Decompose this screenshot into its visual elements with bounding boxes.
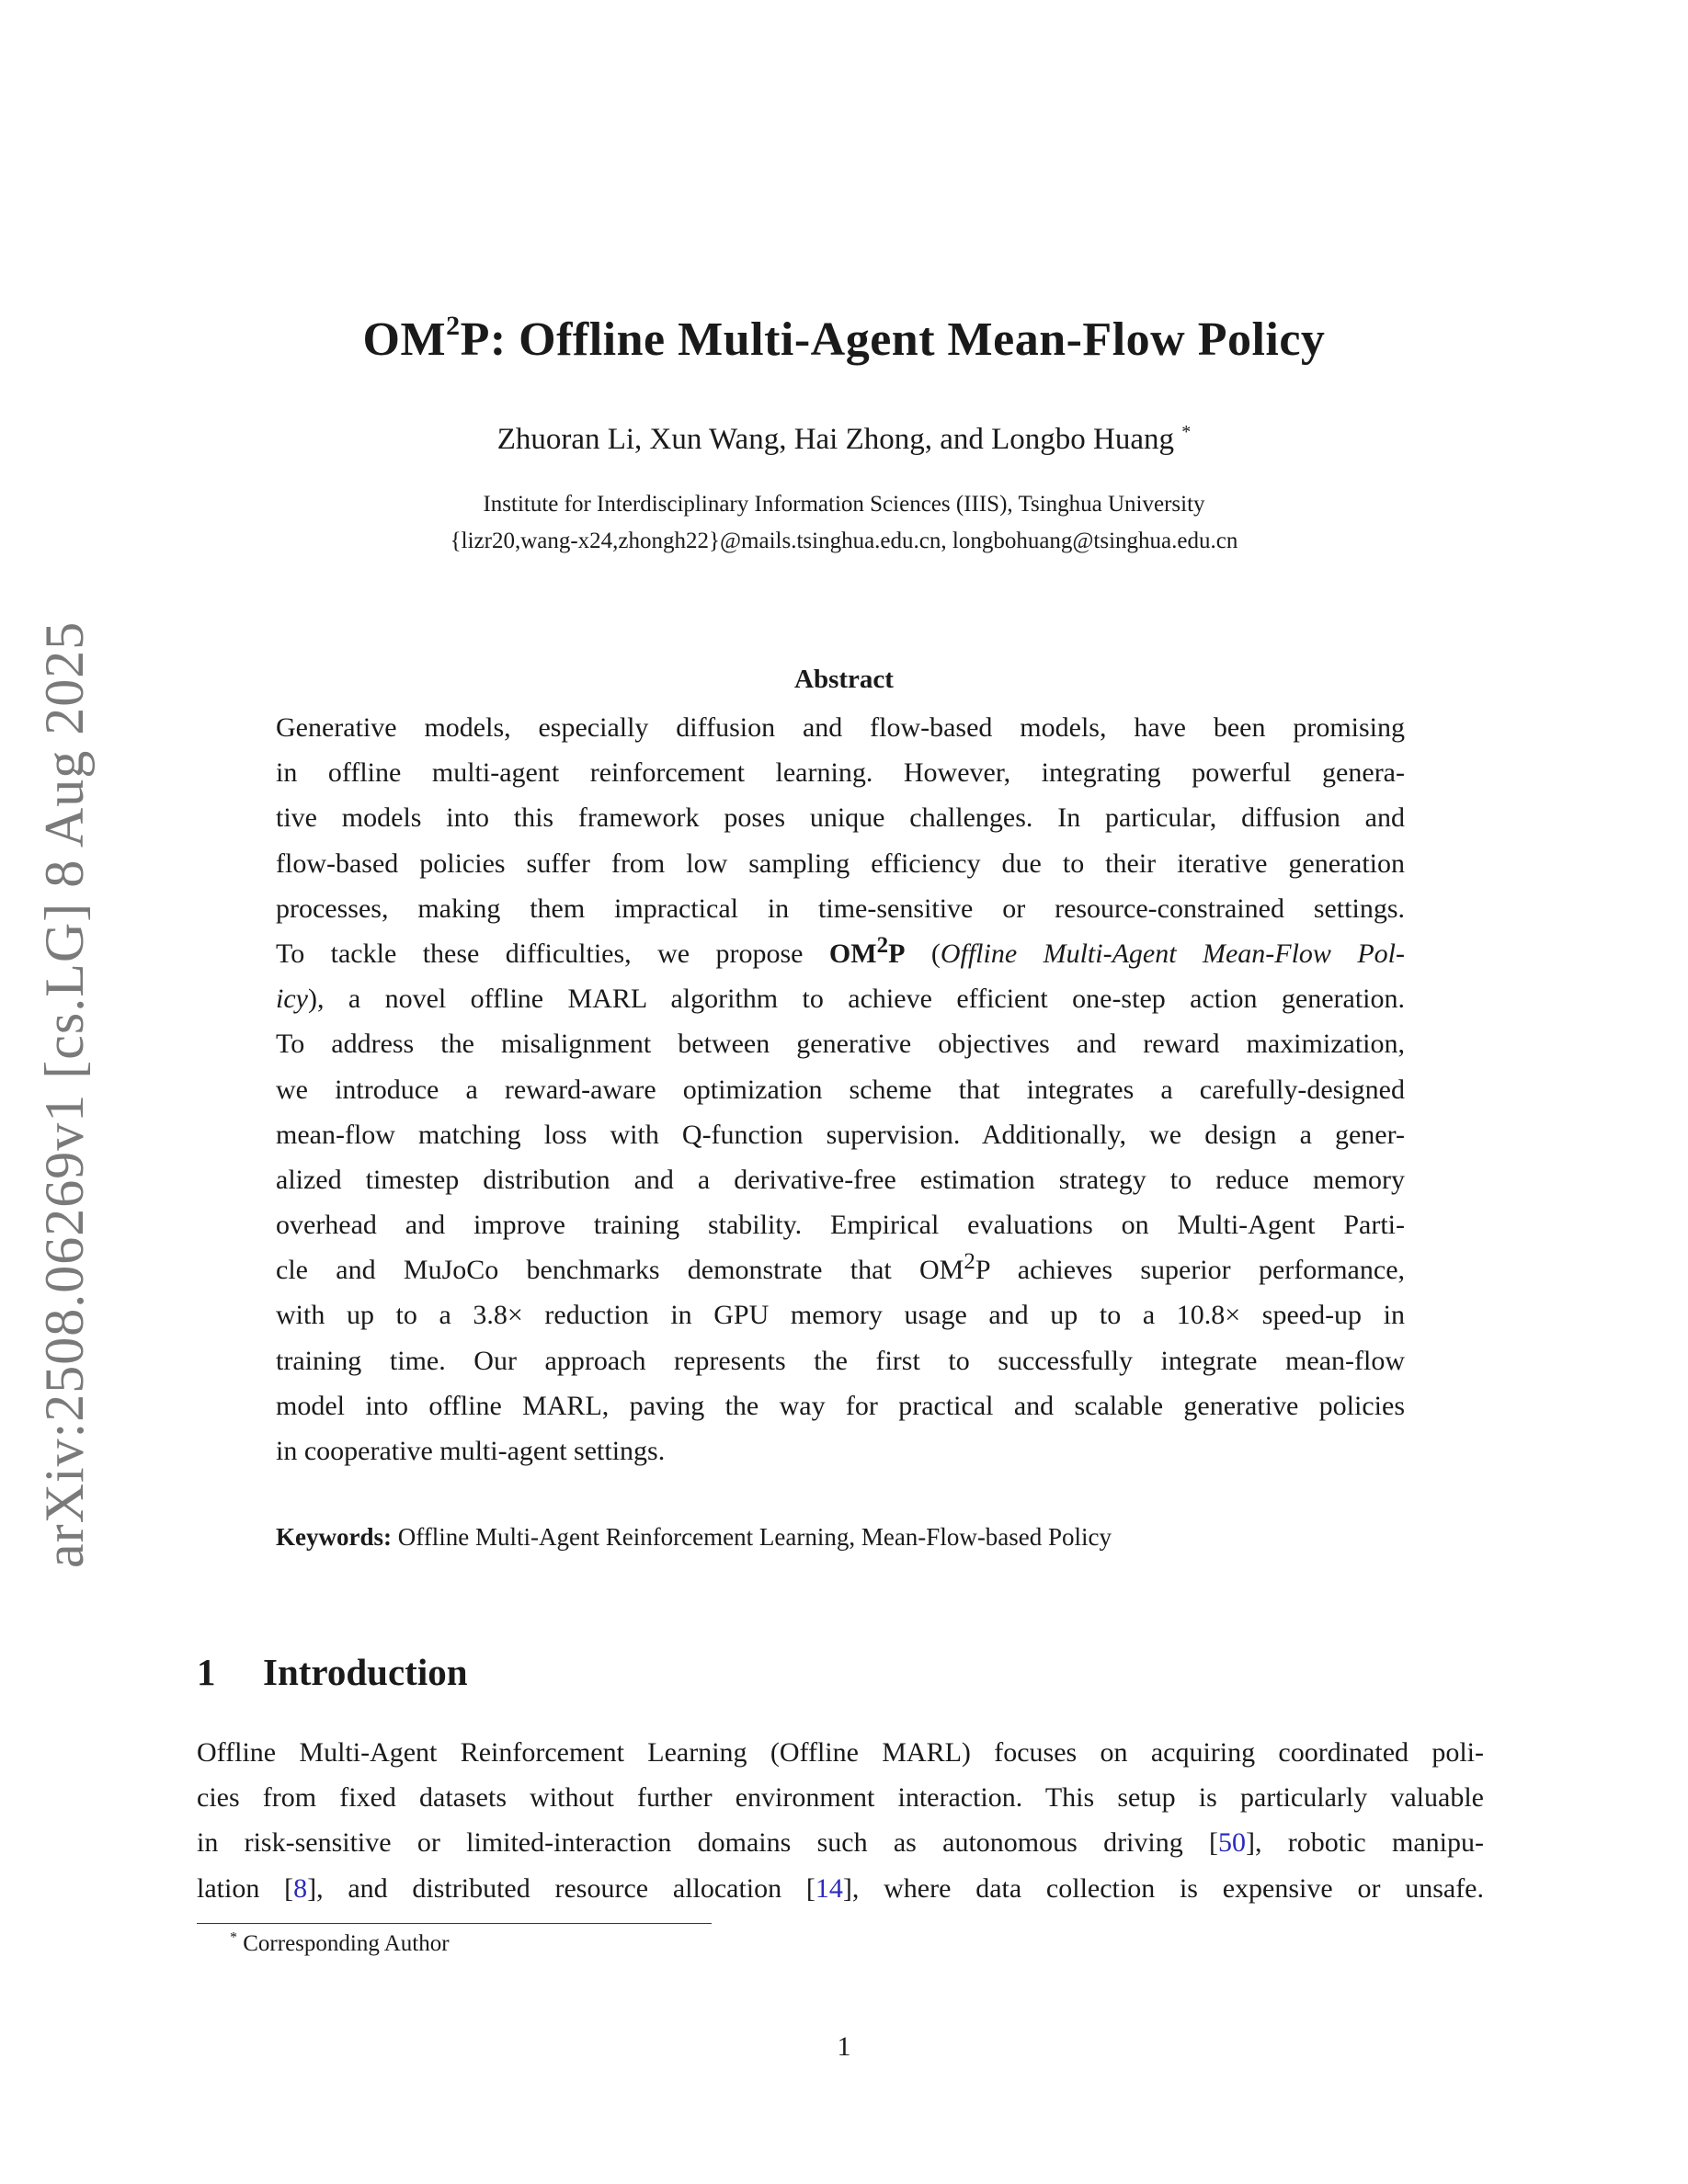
- keywords: [276, 1523, 1405, 1552]
- title-rest: P: Offline Multi-Agent Mean-Flow Policy: [460, 313, 1326, 366]
- intro-line: [197, 1866, 1484, 1911]
- intro-text: lation [: [197, 1872, 294, 1904]
- abstract-text: P achieves superior performance,: [975, 1255, 1406, 1286]
- abstract-line: [276, 976, 1405, 1021]
- method-name-prefix: OM: [828, 938, 877, 969]
- abstract-sup: 2: [964, 1249, 975, 1275]
- page-number: 1: [837, 2031, 851, 2062]
- citation-link[interactable]: 50: [1218, 1827, 1246, 1859]
- affiliation-emails: {lizr20,wang-x24,zhongh22}@mails.tsinghua.edu.cn, longbohuang@tsinghua.edu.cn: [450, 529, 1238, 553]
- method-name: [828, 932, 906, 969]
- title-superscript: 2: [446, 310, 461, 341]
- abstract-line: Generative models, especially diffusion and flow-based models, have been promising: [276, 712, 1405, 743]
- footnote-divider: [197, 1923, 712, 1924]
- footnote-text: Corresponding Author: [243, 1931, 450, 1956]
- abstract-line: in cooperative multi-agent settings.: [276, 1436, 666, 1466]
- abstract-line: in offline multi-agent reinforcement learning. However, integrating powerful genera-: [276, 757, 1405, 789]
- abstract-line: tive models into this framework poses unique challenges. In particular, diffusion and: [276, 802, 1405, 834]
- intro-line: cies from fixed datasets without further environment interaction. This setup is particularly valuable: [197, 1782, 1484, 1814]
- intro-line: [197, 1820, 1484, 1865]
- abstract-line: training time. Our approach represents the first to successfully integrate mean-flow: [276, 1345, 1405, 1376]
- abstract-line: processes, making them impractical in time-sensitive or resource-constrained settings.: [276, 893, 1405, 924]
- citation-link[interactable]: 14: [815, 1872, 843, 1904]
- abstract-line: flow-based policies suffer from low sampling efficiency due to their iterative generation: [276, 847, 1405, 879]
- abstract-text: ), a novel offline MARL algorithm to achieve efficient one-step action generation.: [307, 984, 1405, 1015]
- intro-text: in risk-sensitive or limited-interaction domains such as autonomous driving [: [197, 1827, 1218, 1859]
- footnote: [230, 1931, 450, 1957]
- author-footnote-mark: *: [1181, 422, 1192, 442]
- intro-text: ], and distributed resource allocation [: [307, 1872, 815, 1904]
- citation-link[interactable]: 8: [293, 1872, 308, 1904]
- section-number: 1: [197, 1651, 216, 1693]
- intro-line: Offline Multi-Agent Reinforcement Learning (Offline MARL) focuses on acquiring coordinated poli-: [197, 1737, 1484, 1768]
- author-list: [0, 423, 1688, 457]
- title-prefix: OM: [362, 313, 447, 366]
- abstract-text: (: [930, 938, 941, 969]
- abstract-line: with up to a 3.8× reduction in GPU memory usage and up to a 10.8× speed-up in: [276, 1300, 1405, 1331]
- abstract-line: we introduce a reward-aware optimization scheme that integrates a carefully-designed: [276, 1074, 1405, 1105]
- keywords-text: Offline Multi-Agent Reinforcement Learning, Mean-Flow-based Policy: [397, 1523, 1112, 1551]
- abstract-body: [276, 705, 1405, 1473]
- method-fullname-cont: icy: [276, 984, 308, 1015]
- abstract-text: cle and MuJoCo benchmarks demonstrate that OM: [276, 1255, 964, 1286]
- affiliation-institute: Institute for Interdisciplinary Information Sciences (IIIS), Tsinghua University: [483, 492, 1205, 517]
- intro-paragraph: [197, 1730, 1484, 1911]
- method-name-suffix: P: [888, 938, 906, 969]
- abstract-line: mean-flow matching loss with Q-function supervision. Additionally, we design a gener-: [276, 1119, 1405, 1150]
- intro-text: ], where data collection is expensive or unsafe.: [842, 1872, 1484, 1904]
- method-name-sup: 2: [876, 932, 889, 958]
- section-heading: [197, 1650, 468, 1694]
- arxiv-identifier-stamp: arXiv:2508.06269v1 [cs.LG] 8 Aug 2025: [34, 620, 95, 1568]
- abstract-line: [276, 1247, 1405, 1292]
- method-fullname: Offline Multi-Agent Mean-Flow Pol-: [940, 938, 1406, 969]
- author-names: Zhuoran Li, Xun Wang, Hai Zhong, and Longbo Huang: [496, 423, 1175, 456]
- footnote-mark: *: [230, 1929, 237, 1946]
- abstract-line: model into offline MARL, paving the way for practical and scalable generative policies: [276, 1390, 1405, 1421]
- paper-title: [0, 310, 1688, 367]
- keywords-label: Keywords:: [276, 1523, 392, 1551]
- abstract-line: [276, 931, 1405, 976]
- abstract-line: overhead and improve training stability. Empirical evaluations on Multi-Agent Parti-: [276, 1210, 1405, 1241]
- abstract-heading: Abstract: [794, 665, 894, 694]
- section-title: Introduction: [263, 1651, 468, 1693]
- abstract-line: To address the misalignment between generative objectives and reward maximization,: [276, 1029, 1405, 1060]
- intro-text: ], robotic manipu-: [1246, 1827, 1484, 1859]
- abstract-text: To tackle these difficulties, we propose: [276, 938, 804, 969]
- abstract-line: alized timestep distribution and a derivative-free estimation strategy to reduce memory: [276, 1164, 1405, 1195]
